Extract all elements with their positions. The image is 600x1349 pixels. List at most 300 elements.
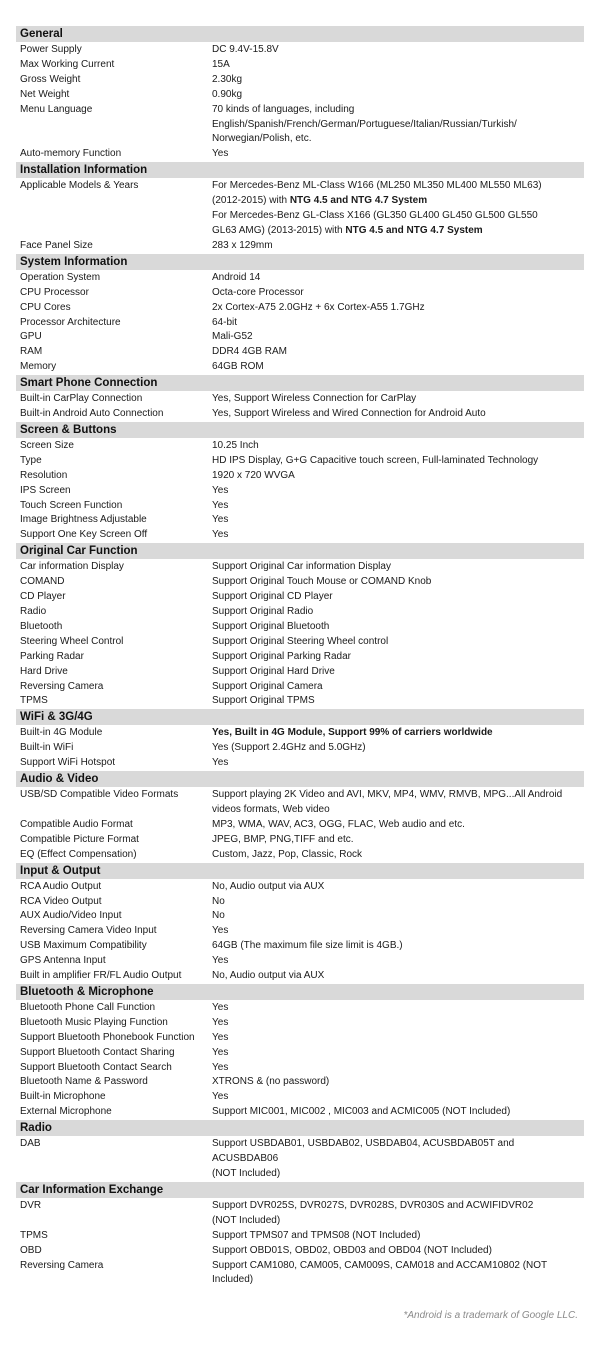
spec-value-line	[212, 726, 578, 741]
spec-label: Built-in Microphone	[20, 1091, 106, 1103]
spec-value-text: 0.90kg	[212, 88, 243, 100]
spec-value-line	[212, 939, 578, 954]
spec-value-text: HD IPS Display, G+G Capacitive touch screen, Full-laminated Technology	[212, 454, 539, 466]
spec-label: GPU	[20, 331, 42, 343]
spec-value-line	[212, 560, 578, 575]
spec-value	[212, 1229, 584, 1244]
spec-label: Type	[20, 454, 42, 466]
section-header: System Information	[16, 254, 584, 270]
section-radio	[16, 1120, 584, 1182]
spec-value	[212, 513, 584, 528]
spec-row	[16, 605, 584, 620]
spec-value-text: Android 14	[212, 271, 261, 283]
spec-value-line	[212, 513, 578, 528]
spec-value	[212, 726, 584, 741]
spec-value-text: Support USBDAB01, USBDAB02, USBDAB04, ACUSBDAB05T and ACUSBDAB06	[212, 1138, 515, 1165]
spec-value-text: 64-bit	[212, 316, 238, 328]
spec-label: Bluetooth Phone Call Function	[20, 1001, 156, 1013]
spec-value-line	[212, 665, 578, 680]
spec-label: COMAND	[20, 576, 65, 588]
spec-row	[16, 58, 584, 73]
spec-label: OBD	[20, 1244, 42, 1256]
spec-value-text: 15A	[212, 58, 230, 70]
spec-row	[16, 1061, 584, 1076]
spec-row	[16, 360, 584, 375]
spec-value	[212, 43, 584, 58]
spec-value-text: Support Original Camera	[212, 680, 323, 692]
spec-value-line	[212, 439, 578, 454]
spec-value-text: English/Spanish/French/German/Portuguese/Italian/Russian/Turkish/	[212, 118, 517, 130]
spec-label: GPS Antenna Input	[20, 955, 106, 967]
spec-value-text: Support Original Radio	[212, 606, 314, 617]
spec-value	[212, 407, 584, 422]
spec-value-line	[212, 924, 578, 939]
spec-value	[212, 880, 584, 895]
spec-value-text: 2.30kg	[212, 73, 243, 85]
spec-value-text: For Mercedes-Benz GL-Class X166 (GL350 GL400 GL450 GL500 GL550	[212, 210, 538, 222]
spec-value	[212, 360, 584, 375]
spec-value	[212, 969, 584, 984]
spec-value	[212, 741, 584, 756]
section-header: Input & Output	[16, 863, 584, 879]
spec-value-text: XTRONS & (no password)	[212, 1076, 330, 1088]
spec-value-line	[212, 330, 578, 345]
spec-value-line	[212, 969, 578, 984]
spec-label: Built-in CarPlay Connection	[20, 393, 143, 405]
spec-value-line	[212, 147, 578, 162]
spec-label: External Microphone	[20, 1106, 112, 1118]
spec-label: Net Weight	[20, 88, 70, 100]
spec-value	[212, 788, 584, 818]
spec-value-text: Included)	[212, 1274, 254, 1286]
spec-row	[16, 271, 584, 286]
spec-value-line	[212, 224, 578, 239]
spec-value-line	[212, 605, 578, 620]
spec-sheet	[16, 26, 584, 1288]
spec-value-line	[212, 499, 578, 514]
spec-row	[16, 439, 584, 454]
spec-label: DVR	[20, 1199, 42, 1211]
spec-value-text: Yes	[212, 529, 229, 541]
spec-value-text: DDR4 4GB RAM	[212, 346, 288, 358]
spec-value-line	[212, 1090, 578, 1105]
spec-value-line	[212, 454, 578, 469]
spec-value-text: No	[212, 910, 225, 922]
spec-value	[212, 469, 584, 484]
spec-label: Reversing Camera	[20, 680, 104, 692]
spec-value	[212, 330, 584, 345]
spec-value-line	[212, 694, 578, 709]
spec-value-text: No	[212, 895, 225, 907]
spec-value-line	[212, 635, 578, 650]
spec-value-line	[212, 58, 578, 73]
spec-value-line	[212, 43, 578, 58]
spec-value-line	[212, 1273, 578, 1288]
spec-value-text: 283 x 129mm	[212, 239, 273, 251]
spec-value-text: Support Original Hard Drive	[212, 665, 335, 677]
spec-value-line	[212, 1137, 578, 1167]
spec-value-line	[212, 286, 578, 301]
spec-value-line	[212, 650, 578, 665]
spec-label: Compatible Picture Format	[20, 833, 139, 845]
spec-value-line	[212, 833, 578, 848]
spec-row	[16, 1199, 584, 1229]
spec-value	[212, 939, 584, 954]
spec-value-line	[212, 1199, 578, 1214]
spec-value-text: 10.25 Inch	[212, 439, 259, 451]
spec-label: Gross Weight	[20, 73, 81, 85]
section-header: Audio & Video	[16, 771, 584, 787]
spec-label: Support WiFi Hotspot	[20, 757, 116, 769]
spec-row	[16, 1244, 584, 1259]
spec-row	[16, 147, 584, 162]
spec-value-line	[212, 301, 578, 316]
spec-value-line	[212, 756, 578, 771]
spec-value	[212, 560, 584, 575]
spec-row	[16, 1229, 584, 1244]
spec-value	[212, 575, 584, 590]
section-general	[16, 26, 584, 162]
spec-label: Built in amplifier FR/FL Audio Output	[20, 970, 182, 982]
spec-value-line	[212, 1167, 578, 1182]
section-header: Radio	[16, 1120, 584, 1136]
spec-value-line	[212, 1259, 578, 1274]
spec-row	[16, 301, 584, 316]
spec-value-line	[212, 345, 578, 360]
spec-value-line	[212, 880, 578, 895]
spec-value	[212, 909, 584, 924]
spec-value	[212, 528, 584, 543]
spec-value-text: 2x Cortex-A75 2.0GHz + 6x Cortex-A55 1.7GHz	[212, 301, 425, 313]
spec-value-text: Support OBD01S, OBD02, OBD03 and OBD04 (NOT Included)	[212, 1244, 492, 1256]
spec-value-text: Support Original Bluetooth	[212, 620, 330, 632]
spec-value-line	[212, 741, 578, 756]
spec-label: Face Panel Size	[20, 239, 93, 251]
spec-value-line	[212, 1105, 578, 1120]
spec-label: Image Brightness Adjustable	[20, 514, 147, 526]
spec-label: RCA Audio Output	[20, 880, 102, 892]
spec-value	[212, 484, 584, 499]
spec-row	[16, 818, 584, 833]
spec-label: Car information Display	[20, 561, 124, 573]
spec-row	[16, 756, 584, 771]
spec-value-emphasis: NTG 4.5 and NTG 4.7 System	[345, 224, 483, 236]
spec-value	[212, 58, 584, 73]
spec-value-line	[212, 239, 578, 254]
spec-row	[16, 741, 584, 756]
spec-row	[16, 680, 584, 695]
spec-value-text: Yes	[212, 1001, 229, 1013]
spec-label: Reversing Camera Video Input	[20, 925, 157, 937]
spec-value-line	[212, 271, 578, 286]
spec-row	[16, 1016, 584, 1031]
section-header: Car Information Exchange	[16, 1182, 584, 1198]
spec-value	[212, 345, 584, 360]
spec-value	[212, 954, 584, 969]
spec-value	[212, 1075, 584, 1090]
spec-value-text: Yes	[212, 955, 229, 967]
spec-value-line	[212, 73, 578, 88]
spec-row	[16, 560, 584, 575]
spec-value-line	[212, 316, 578, 331]
spec-value	[212, 680, 584, 695]
spec-value-text: Support playing 2K Video and AVI, MKV, MP4, WMV, RMVB, MPG...All Android	[212, 789, 563, 801]
spec-value-text: 64GB (The maximum file size limit is 4GB.)	[212, 940, 403, 952]
spec-value-text: Yes	[212, 148, 229, 160]
spec-value	[212, 650, 584, 665]
spec-value	[212, 605, 584, 620]
spec-value-text: MP3, WMA, WAV, AC3, OGG, FLAC, Web audio and etc.	[212, 818, 465, 830]
spec-value-line	[212, 1016, 578, 1031]
spec-value	[212, 301, 584, 316]
spec-value-line	[212, 469, 578, 484]
spec-row	[16, 650, 584, 665]
spec-value-line	[212, 803, 578, 818]
spec-value	[212, 635, 584, 650]
spec-value-line	[212, 132, 578, 147]
spec-value-line	[212, 1031, 578, 1046]
spec-value-text: No, Audio output via AUX	[212, 880, 325, 892]
spec-row	[16, 73, 584, 88]
spec-label: Support Bluetooth Contact Sharing	[20, 1046, 175, 1058]
spec-label: Operation System	[20, 271, 101, 283]
spec-value-text: Support Original Touch Mouse or COMAND Knob	[212, 576, 432, 588]
spec-row	[16, 103, 584, 148]
spec-row	[16, 345, 584, 360]
spec-row	[16, 88, 584, 103]
spec-label: TPMS	[20, 1229, 48, 1241]
spec-label: Screen Size	[20, 439, 74, 451]
spec-value-text: Support Original Parking Radar	[212, 650, 351, 662]
spec-value-text: 64GB ROM	[212, 361, 264, 373]
spec-value-line	[212, 194, 578, 209]
spec-label: Built-in WiFi	[20, 742, 74, 754]
spec-label: Steering Wheel Control	[20, 635, 124, 647]
spec-value	[212, 1031, 584, 1046]
spec-value	[212, 73, 584, 88]
spec-value-text: Support Original Car information Display	[212, 561, 391, 573]
spec-label: Bluetooth Name & Password	[20, 1076, 148, 1088]
spec-value-text: (NOT Included)	[212, 1214, 281, 1226]
spec-value-text: Yes (Support 2.4GHz and 5.0GHz)	[212, 742, 366, 754]
spec-row	[16, 179, 584, 239]
spec-value	[212, 439, 584, 454]
spec-label: Power Supply	[20, 44, 82, 55]
spec-value-text: Yes	[212, 1091, 229, 1103]
spec-label: Built-in Android Auto Connection	[20, 408, 164, 420]
spec-value	[212, 316, 584, 331]
spec-value	[212, 620, 584, 635]
spec-value	[212, 1046, 584, 1061]
spec-label: USB/SD Compatible Video Formats	[20, 789, 179, 801]
section-header: WiFi & 3G/4G	[16, 709, 584, 725]
spec-value-line	[212, 680, 578, 695]
spec-value-text: Yes	[212, 1061, 229, 1073]
spec-label: DAB	[20, 1138, 41, 1150]
spec-value-text: Support DVR025S, DVR027S, DVR028S, DVR030S and ACWIFIDVR02	[212, 1199, 534, 1211]
spec-value	[212, 924, 584, 939]
spec-value-line	[212, 818, 578, 833]
spec-row	[16, 1031, 584, 1046]
spec-label: Memory	[20, 361, 57, 373]
spec-row	[16, 330, 584, 345]
spec-row	[16, 665, 584, 680]
spec-value	[212, 1016, 584, 1031]
spec-row	[16, 1075, 584, 1090]
spec-value	[212, 88, 584, 103]
spec-value-text: Octa-core Processor	[212, 286, 304, 298]
spec-label: Compatible Audio Format	[20, 818, 133, 830]
spec-value	[212, 1259, 584, 1289]
spec-value-text: Yes	[212, 757, 229, 769]
spec-value-line	[212, 392, 578, 407]
spec-value-line	[212, 1244, 578, 1259]
spec-value-text: Yes	[212, 484, 229, 496]
spec-row	[16, 499, 584, 514]
spec-value-text: Yes	[212, 925, 229, 937]
spec-row	[16, 726, 584, 741]
spec-row	[16, 43, 584, 58]
spec-value	[212, 1137, 584, 1182]
spec-value-line	[212, 1061, 578, 1076]
spec-row	[16, 239, 584, 254]
spec-row	[16, 909, 584, 924]
section-header: Bluetooth & Microphone	[16, 984, 584, 1000]
spec-value-text: (NOT Included)	[212, 1168, 281, 1179]
spec-value-line	[212, 575, 578, 590]
spec-row	[16, 895, 584, 910]
spec-value-line	[212, 528, 578, 543]
spec-label: USB Maximum Compatibility	[20, 940, 147, 952]
section-header: Smart Phone Connection	[16, 375, 584, 391]
spec-value-text: Custom, Jazz, Pop, Classic, Rock	[212, 848, 363, 860]
spec-label: Radio	[20, 606, 47, 617]
spec-value-line	[212, 179, 578, 194]
spec-value-text: Support MIC001, MIC002 , MIC003 and ACMIC005 (NOT Included)	[212, 1106, 511, 1118]
spec-row	[16, 880, 584, 895]
spec-row	[16, 1001, 584, 1016]
spec-label: Bluetooth Music Playing Function	[20, 1016, 168, 1028]
spec-value-line	[212, 954, 578, 969]
spec-row	[16, 1046, 584, 1061]
section-screen-buttons	[16, 422, 584, 543]
spec-value-text: Yes, Support Wireless Connection for CarPlay	[212, 393, 417, 405]
spec-value	[212, 271, 584, 286]
spec-value-line	[212, 620, 578, 635]
spec-row	[16, 407, 584, 422]
spec-label: RAM	[20, 346, 43, 358]
spec-value-line	[212, 1046, 578, 1061]
spec-row	[16, 392, 584, 407]
spec-value-line	[212, 1075, 578, 1090]
section-original-car-function	[16, 543, 584, 709]
spec-value-text: Support CAM1080, CAM005, CAM009S, CAM018 and ACCAM10802 (NOT	[212, 1259, 548, 1271]
spec-value	[212, 756, 584, 771]
section-car-information-exchange	[16, 1182, 584, 1288]
spec-value-text: videos formats, Web video	[212, 803, 330, 815]
spec-value-line	[212, 788, 578, 803]
spec-value-line	[212, 895, 578, 910]
spec-value-line	[212, 909, 578, 924]
spec-value-line	[212, 103, 578, 118]
spec-row	[16, 620, 584, 635]
spec-row	[16, 969, 584, 984]
spec-value	[212, 103, 584, 148]
spec-label: Hard Drive	[20, 665, 68, 677]
section-bluetooth-microphone	[16, 984, 584, 1120]
section-audio-video	[16, 771, 584, 863]
spec-value	[212, 895, 584, 910]
section-header: Original Car Function	[16, 543, 584, 559]
spec-label: Processor Architecture	[20, 316, 121, 328]
spec-value	[212, 499, 584, 514]
spec-row	[16, 469, 584, 484]
spec-row	[16, 286, 584, 301]
section-header: Screen & Buttons	[16, 422, 584, 438]
spec-value-text: GL63 AMG) (2013-2015) with	[212, 224, 346, 236]
spec-label: Bluetooth	[20, 620, 63, 632]
spec-value-text: Yes	[212, 514, 229, 526]
spec-value-text: Support TPMS07 and TPMS08 (NOT Included)	[212, 1229, 421, 1241]
spec-row	[16, 635, 584, 650]
spec-label: Parking Radar	[20, 650, 84, 662]
spec-label: Menu Language	[20, 103, 93, 115]
spec-label: CPU Cores	[20, 301, 71, 313]
spec-value	[212, 392, 584, 407]
spec-label: IPS Screen	[20, 484, 71, 496]
spec-row	[16, 513, 584, 528]
spec-row	[16, 924, 584, 939]
spec-value-line	[212, 118, 578, 133]
spec-label: RCA Video Output	[20, 895, 102, 907]
spec-label: Reversing Camera	[20, 1259, 104, 1271]
section-smart-phone-connection	[16, 375, 584, 422]
spec-value-line	[212, 88, 578, 103]
spec-value-text: (2012-2015) with	[212, 195, 290, 207]
spec-value	[212, 179, 584, 239]
spec-row	[16, 1105, 584, 1120]
spec-value	[212, 1105, 584, 1120]
spec-row	[16, 833, 584, 848]
spec-value	[212, 1244, 584, 1259]
spec-row	[16, 590, 584, 605]
spec-value	[212, 1061, 584, 1076]
spec-row	[16, 484, 584, 499]
spec-value-text: Yes, Support Wireless and Wired Connection for Android Auto	[212, 408, 486, 420]
spec-value	[212, 1001, 584, 1016]
spec-value	[212, 454, 584, 469]
spec-value-text: Support Original CD Player	[212, 591, 333, 603]
spec-label: CPU Processor	[20, 286, 89, 298]
spec-row	[16, 528, 584, 543]
spec-row	[16, 694, 584, 709]
spec-value	[212, 848, 584, 863]
spec-value-line	[212, 209, 578, 224]
spec-value-line	[212, 484, 578, 499]
spec-value-text: Support Original TPMS	[212, 695, 315, 707]
spec-value-text: Yes	[212, 1046, 229, 1058]
spec-value-text: 1920 x 720 WVGA	[212, 469, 295, 481]
spec-row	[16, 575, 584, 590]
spec-label: CD Player	[20, 591, 66, 603]
spec-value-emphasis: Yes, Built in 4G Module, Support 99% of carriers worldwide	[212, 727, 493, 739]
spec-label: Support Bluetooth Phonebook Function	[20, 1031, 195, 1043]
section-wifi-3g-4g	[16, 709, 584, 771]
section-header: Installation Information	[16, 162, 584, 178]
spec-value-emphasis: NTG 4.5 and NTG 4.7 System	[289, 195, 428, 207]
spec-label: Max Working Current	[20, 58, 115, 70]
spec-label: Support One Key Screen Off	[20, 529, 148, 541]
